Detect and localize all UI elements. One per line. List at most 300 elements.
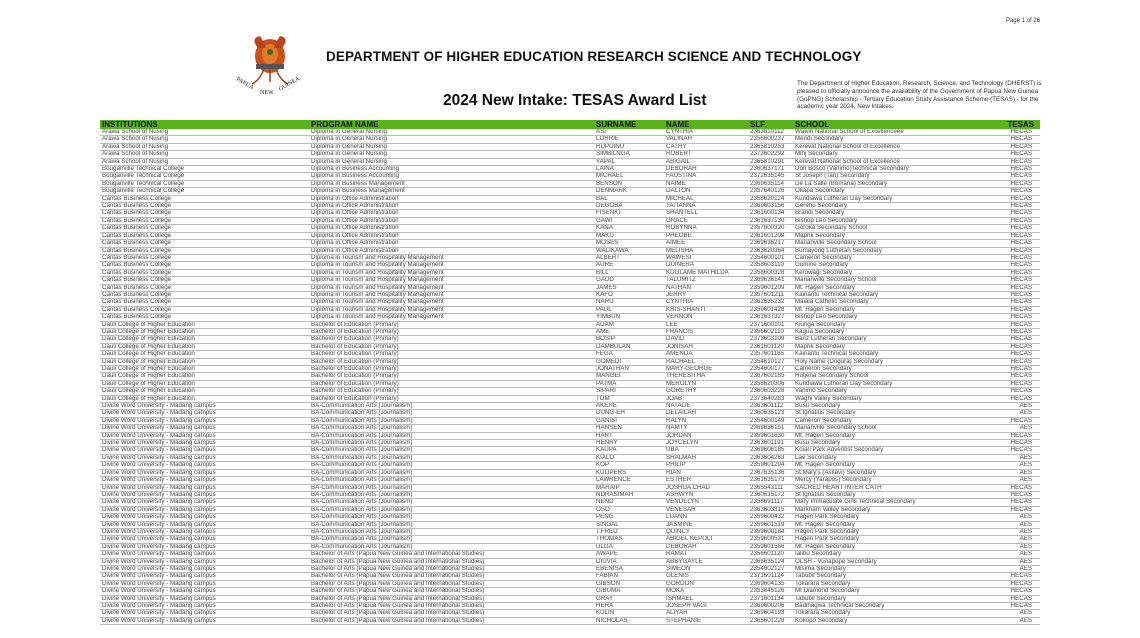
name-cell: DEBORAH [664, 166, 748, 173]
school-cell: Minj Secondary [793, 151, 980, 158]
institution-cell: Divine Word University - Madang campus [100, 543, 309, 550]
school-cell: Gerehu Secondary [793, 203, 980, 210]
program-cell: Diploma in Tourism and Hospitality Management [309, 277, 594, 284]
name-cell: DUINERA [664, 262, 748, 269]
tesas-cell: HECAS [980, 143, 1040, 150]
slf-cell: 2369604193 [748, 610, 793, 617]
table-row [100, 425, 1040, 432]
name-cell: QUINCY [664, 528, 748, 535]
school-cell: St.Mary's (Asitavi) Secondary [793, 469, 980, 476]
svg-text:NEW: NEW [260, 90, 274, 96]
program-cell: Bachelor of Education (Primary) [309, 380, 594, 387]
program-cell: Bachelor of Arts (Papua New Guinea and International Studies) [309, 610, 594, 617]
tesas-cell: HECAS [980, 269, 1040, 276]
program-cell: Diploma in Office Administration [309, 203, 594, 210]
slf-cell: 2373640283 [748, 395, 793, 402]
school-cell: Holy Name (Dogura) Secondary [793, 358, 980, 365]
program-cell: Diploma in General Nursing [309, 136, 594, 143]
surname-cell: PATMA [594, 380, 664, 387]
surname-cell: TOM [594, 395, 664, 402]
institution-cell: Dauli College of Higher Education [100, 373, 309, 380]
institution-cell: Divine Word University - Madang campus [100, 499, 309, 506]
name-cell: STEPHANIE [664, 617, 748, 624]
surname-cell: DIUVIA [594, 558, 664, 565]
slf-cell: 2354602127 [748, 565, 793, 572]
institution-cell: Caritas Business College [100, 306, 309, 313]
slf-cell: 2354600101 [748, 254, 793, 261]
tesas-cell: HECAS [980, 447, 1040, 454]
slf-cell: 2359601519 [748, 521, 793, 528]
table-row [100, 440, 1040, 447]
table-row [100, 373, 1040, 380]
name-cell: JASMINE [664, 521, 748, 528]
table-row [100, 321, 1040, 328]
tesas-cell: HECAS [980, 203, 1040, 210]
surname-cell: FABIAN [594, 573, 664, 580]
surname-cell: BOSIP [594, 336, 664, 343]
institution-cell: Dauli College of Higher Education [100, 328, 309, 335]
col-header-school: SCHOOL [793, 120, 980, 129]
table-row [100, 284, 1040, 291]
slf-cell: 2361601209 [748, 232, 793, 239]
program-cell: BA-Communication Arts (Journalism) [309, 521, 594, 528]
institution-cell: Divine Word University - Madang campus [100, 610, 309, 617]
name-cell: ESTHER [664, 477, 748, 484]
tesas-cell: HECAS [980, 210, 1040, 217]
surname-cell: DEGOBA [594, 203, 664, 210]
slf-cell: 2365810291 [748, 158, 793, 165]
institution-cell: Divine Word University - Madang campus [100, 462, 309, 469]
slf-cell: 2369635114 [748, 180, 793, 187]
school-cell: Mercy (Yarapos) Secondary [793, 477, 980, 484]
institution-cell: Dauli College of Higher Education [100, 351, 309, 358]
school-cell: Tokarara Secondary [793, 580, 980, 587]
school-cell: Mt. Hagen Secondary [793, 521, 980, 528]
surname-cell: KAFO [594, 291, 664, 298]
name-cell: ABBYGAYLE [664, 558, 748, 565]
table-row [100, 484, 1040, 491]
school-cell: Mt. Hagen Secondary [793, 432, 980, 439]
table-row [100, 558, 1040, 565]
surname-cell: WALIKAWA [594, 247, 664, 254]
slf-cell: 2359600432 [748, 514, 793, 521]
name-cell: AMENDA [664, 351, 748, 358]
name-cell: MARY-GEORGE [664, 366, 748, 373]
surname-cell: MARAIP [594, 484, 664, 491]
slf-cell: 2369600206 [748, 603, 793, 610]
surname-cell: SINGAL [594, 521, 664, 528]
slf-cell: 2356601120 [748, 551, 793, 558]
slf-cell: 2359601428 [748, 306, 793, 313]
table-row [100, 499, 1040, 506]
name-cell: KRIS-SHANTI [664, 306, 748, 313]
school-cell: Hutjena Secondary School [793, 373, 980, 380]
institution-cell: Arawa School of Nusing [100, 129, 309, 136]
school-cell: Hagen Park Secondary [793, 536, 980, 543]
surname-cell: YIMBUN [594, 314, 664, 321]
surname-cell: KAUPA [594, 447, 664, 454]
program-cell: Diploma in Office Administration [309, 217, 594, 224]
table-row [100, 306, 1040, 313]
slf-cell: 2365810253 [748, 143, 793, 150]
program-cell: BA-Communication Arts (Journalism) [309, 469, 594, 476]
program-cell: Bachelor of Education (Primary) [309, 358, 594, 365]
table-row [100, 417, 1040, 424]
tesas-cell: HECAS [980, 336, 1040, 343]
slf-cell: 2371600101 [748, 321, 793, 328]
school-cell: St Joseph (Tari) Secondary [793, 173, 980, 180]
slf-cell: 2363604263 [748, 454, 793, 461]
tesas-cell: HECAS [980, 284, 1040, 291]
slf-cell: 2358620306 [748, 380, 793, 387]
name-cell: CYNTHIA [664, 299, 748, 306]
institution-cell: Divine Word University - Madang campus [100, 617, 309, 624]
table-row [100, 195, 1040, 202]
school-cell: De La Salle (Bomana) Secondary [793, 180, 980, 187]
slf-cell: 2359601630 [748, 432, 793, 439]
institution-cell: Divine Word University - Madang campus [100, 514, 309, 521]
slf-cell: 2369604135 [748, 580, 793, 587]
name-cell: VALINAH [664, 136, 748, 143]
name-cell: THERESITHA [664, 373, 748, 380]
table-row [100, 254, 1040, 261]
table-row [100, 551, 1040, 558]
program-cell: Bachelor of Education (Primary) [309, 328, 594, 335]
col-header-institutions: INSTITUTIONS [100, 120, 309, 129]
table-row [100, 588, 1040, 595]
tesas-cell: HECAS [980, 373, 1040, 380]
slf-cell: 2365635124 [748, 558, 793, 565]
table-row [100, 565, 1040, 572]
institution-cell: Arawa School of Nusing [100, 158, 309, 165]
table-row [100, 603, 1040, 610]
institution-cell: Caritas Business College [100, 291, 309, 298]
school-cell: Kerevat National School of Excellence [793, 158, 980, 165]
surname-cell: PENG [594, 514, 664, 521]
slf-cell: 2357601165 [748, 351, 793, 358]
program-cell: BA-Communication Arts (Journalism) [309, 499, 594, 506]
table-row [100, 247, 1040, 254]
school-cell: Tabubil Secondary [793, 573, 980, 580]
surname-cell: YAPAL [594, 158, 664, 165]
program-cell: Diploma in Tourism and Hospitality Management [309, 254, 594, 261]
name-cell: PHEOBE [664, 232, 748, 239]
name-cell: LEE [664, 321, 748, 328]
tesas-cell: AES [980, 410, 1040, 417]
name-cell: SHANTELL [664, 210, 748, 217]
school-cell: Kundiawa Lutheran Day Secondary [793, 380, 980, 387]
program-cell: Bachelor of Education (Primary) [309, 321, 594, 328]
surname-cell: NARU [594, 299, 664, 306]
program-cell: BA-Communication Arts (Journalism) [309, 440, 594, 447]
school-cell: Bishop Leo Secondary [793, 217, 980, 224]
school-cell: Malala Catholic Secondary [793, 299, 980, 306]
institution-cell: Divine Word University - Madang campus [100, 558, 309, 565]
surname-cell: KULIN [594, 610, 664, 617]
surname-cell: JONATHAN [594, 366, 664, 373]
institution-cell: Caritas Business College [100, 299, 309, 306]
name-cell: ABIGAIL [664, 158, 748, 165]
institution-cell: Dauli College of Higher Education [100, 366, 309, 373]
school-cell: SACRED HEART INTER CATH [793, 484, 980, 491]
table-row [100, 447, 1040, 454]
program-cell: BA-Communication Arts (Journalism) [309, 425, 594, 432]
program-cell: Diploma in General Nursing [309, 151, 594, 158]
school-cell: Marianville Secondary School [793, 240, 980, 247]
slf-cell: 2353645126 [748, 588, 793, 595]
institution-cell: Divine Word University - Madang campus [100, 447, 309, 454]
program-cell: BA-Communication Arts (Journalism) [309, 491, 594, 498]
table-row [100, 432, 1040, 439]
table-row [100, 143, 1040, 150]
table-row [100, 477, 1040, 484]
institution-cell: Divine Word University - Madang campus [100, 573, 309, 580]
table-row [100, 462, 1040, 469]
program-cell: Diploma in General Nursing [309, 143, 594, 150]
program-cell: Diploma in General Nursing [309, 158, 594, 165]
tesas-cell: HECAS [980, 491, 1040, 498]
table-row [100, 536, 1040, 543]
tesas-cell: HECAS [980, 432, 1040, 439]
table-row [100, 203, 1040, 210]
school-cell: Maprik Secondary [793, 343, 980, 350]
institution-cell: Bouganville Technical College [100, 173, 309, 180]
tesas-cell: HECAS [980, 158, 1040, 165]
surname-cell: GIBUMA [594, 588, 664, 595]
school-cell: Waghi Valley Secondary [793, 395, 980, 402]
department-title: DEPARTMENT OF HIGHER EDUCATION RESEARCH SCIENCE AND TECHNOLOGY [326, 49, 862, 64]
table-row [100, 173, 1040, 180]
slf-cell: 2363810112 [748, 129, 793, 136]
name-cell: TALUMITZ [664, 277, 748, 284]
tesas-cell: HECAS [980, 484, 1040, 491]
intro-paragraph: The Department of Higher Education, Research, Science, and Technology (DHERST) is pleased to officially announce the availability of the Government of Papua New Guinea (GoPNG) Scholarship - Tertiary Education Study Assistance Scheme (TESAS) - for the academic year 2024, New Intakes. [797, 80, 1042, 111]
surname-cell: AURE [594, 262, 664, 269]
school-cell: Ialibu Secondary [793, 551, 980, 558]
school-cell: Kainantu Technical Secondary [793, 291, 980, 298]
program-cell: Bachelor of Education (Primary) [309, 351, 594, 358]
institution-cell: Divine Word University - Madang campus [100, 551, 309, 558]
slf-cell: 2367635136 [748, 469, 793, 476]
name-cell: RAMAT [664, 551, 748, 558]
surname-cell: AKERE [594, 403, 664, 410]
table-row [100, 491, 1040, 498]
name-cell: NATALIE [664, 403, 748, 410]
tesas-cell: AES [980, 528, 1040, 535]
tesas-cell: HECAS [980, 129, 1040, 136]
school-cell: Hagen Park Secondary [793, 514, 980, 521]
surname-cell: SIPARI [594, 388, 664, 395]
tesas-cell: HECAS [980, 395, 1040, 402]
table-row [100, 158, 1040, 165]
institution-cell: Caritas Business College [100, 203, 309, 210]
institution-cell: Caritas Business College [100, 232, 309, 239]
name-cell: ROBYNNA [664, 225, 748, 232]
program-cell: BA-Communication Arts (Journalism) [309, 528, 594, 535]
school-cell: Vanimo Secondary [793, 388, 980, 395]
surname-cell: GADD [594, 277, 664, 284]
institution-cell: Caritas Business College [100, 277, 309, 284]
slf-cell: 2356602110 [748, 328, 793, 335]
surname-cell: LAINA [594, 166, 664, 173]
program-cell: Bachelor of Arts (Papua New Guinea and International Studies) [309, 595, 594, 602]
col-header-program-name: PROGRAM NAME [309, 120, 594, 129]
institution-cell: Divine Word University - Madang campus [100, 477, 309, 484]
program-cell: Bachelor of Arts (Papua New Guinea and International Studies) [309, 558, 594, 565]
surname-cell: GAWI [594, 217, 664, 224]
program-cell: BA-Communication Arts (Journalism) [309, 447, 594, 454]
name-cell: SIMEON [664, 565, 748, 572]
tesas-cell: HECAS [980, 217, 1040, 224]
program-cell: BA-Communication Arts (Journalism) [309, 454, 594, 461]
tesas-cell: HECAS [980, 151, 1040, 158]
slf-cell: 2363601112 [748, 403, 793, 410]
institution-cell: Divine Word University - Madang campus [100, 410, 309, 417]
surname-cell: HANSEN [594, 425, 664, 432]
institution-cell: Divine Word University - Madang campus [100, 580, 309, 587]
surname-cell: NEND [594, 499, 664, 506]
program-cell: BA-Communication Arts (Journalism) [309, 417, 594, 424]
institution-cell: Divine Word University - Madang campus [100, 469, 309, 476]
program-cell: BA-Communication Arts (Journalism) [309, 462, 594, 469]
table-row [100, 343, 1040, 350]
slf-cell: 2363603315 [748, 506, 793, 513]
school-cell: Misima Secondary [793, 565, 980, 572]
tesas-cell: HECAS [980, 380, 1040, 387]
school-cell: Mt. Hagen Secondary [793, 543, 980, 550]
school-cell: Mt. Hagen Secondary [793, 462, 980, 469]
school-cell: Kokopo Secondary [793, 617, 980, 624]
name-cell: NATHAN [664, 284, 748, 291]
table-row [100, 336, 1040, 343]
school-cell: Kagua Secondary [793, 328, 980, 335]
tesas-cell: AES [980, 565, 1040, 572]
program-cell: BA-Communication Arts (Journalism) [309, 514, 594, 521]
surname-cell: MANGEI [594, 373, 664, 380]
school-cell: Wawin National School of Excellenceee [793, 129, 980, 136]
table-row [100, 262, 1040, 269]
tesas-cell: AES [980, 454, 1040, 461]
institution-cell: Divine Word University - Madang campus [100, 506, 309, 513]
school-cell: Hagen Park Secondary [793, 528, 980, 535]
institution-cell: Divine Word University - Madang campus [100, 595, 309, 602]
slf-cell: 2369606185 [748, 447, 793, 454]
institution-cell: Dauli College of Higher Education [100, 321, 309, 328]
program-cell: Bachelor of Arts (Papua New Guinea and International Studies) [309, 588, 594, 595]
name-cell: JOYCELYN [664, 440, 748, 447]
institution-cell: Bouganville Technical College [100, 166, 309, 173]
institution-cell: Caritas Business College [100, 210, 309, 217]
table-row [100, 328, 1040, 335]
surname-cell: HENRY [594, 440, 664, 447]
name-cell: ASHWYN [664, 491, 748, 498]
table-row [100, 595, 1040, 602]
program-cell: Diploma in Tourism and Hospitality Management [309, 291, 594, 298]
png-emblem-logo [230, 34, 310, 96]
table-row [100, 299, 1040, 306]
table-row [100, 225, 1040, 232]
name-cell: MELISHA [664, 247, 748, 254]
school-cell: Cameron Secondary [793, 254, 980, 261]
institution-cell: Dauli College of Higher Education [100, 380, 309, 387]
name-cell: SHALMAH [664, 454, 748, 461]
tesas-cell: HECAS [980, 499, 1040, 506]
name-cell: TATIANNA [664, 203, 748, 210]
slf-cell: 2362635232 [748, 299, 793, 306]
program-cell: Diploma in Office Administration [309, 210, 594, 217]
name-cell: VENDELYN [664, 499, 748, 506]
institution-cell: Divine Word University - Madang campus [100, 425, 309, 432]
table-row [100, 180, 1040, 187]
table-row [100, 217, 1040, 224]
svg-text:GUINEA: GUINEA [278, 76, 301, 93]
institution-cell: Divine Word University - Madang campus [100, 536, 309, 543]
tesas-cell: HECAS [980, 225, 1040, 232]
table-row [100, 617, 1040, 624]
program-cell: Bachelor of Education (Primary) [309, 366, 594, 373]
school-cell: Marianville Secondary School [793, 425, 980, 432]
tesas-cell: HECAS [980, 603, 1040, 610]
surname-cell: T.FRED [594, 528, 664, 535]
table-row [100, 291, 1040, 298]
tesas-cell: HECAS [980, 358, 1040, 365]
name-cell: ROBERT [664, 151, 748, 158]
institution-cell: Dauli College of Higher Education [100, 395, 309, 402]
school-cell: Banz Lutheran Secondary [793, 336, 980, 343]
school-cell: Tabubil Secondary [793, 595, 980, 602]
name-cell: FRANCIS [664, 328, 748, 335]
table-row [100, 573, 1040, 580]
name-cell: RALYN [664, 417, 748, 424]
surname-cell: DAMBULAN [594, 343, 664, 350]
slf-cell: 2367602185 [748, 373, 793, 380]
surname-cell: DUNG-EH [594, 410, 664, 417]
name-cell: KUGLAME MATHILDA [664, 269, 748, 276]
institution-cell: Arawa School of Nusing [100, 136, 309, 143]
program-cell: Diploma in Office Administration [309, 225, 594, 232]
tesas-cell: AES [980, 617, 1040, 624]
tesas-cell: HECAS [980, 262, 1040, 269]
table-row [100, 388, 1040, 395]
table-row [100, 188, 1040, 195]
name-cell: ABIGEL KEPOLI [664, 536, 748, 543]
table-row [100, 240, 1040, 247]
name-cell: WAWESI [664, 254, 748, 261]
surname-cell: DENMARK [594, 188, 664, 195]
school-cell: Badihagwa Technical Secondary [793, 603, 980, 610]
tesas-cell: HECAS [980, 232, 1040, 239]
tesas-cell: HECAS [980, 580, 1040, 587]
surname-cell: BILL [594, 269, 664, 276]
name-cell: ISHMAEL [664, 595, 748, 602]
tesas-cell: AES [980, 514, 1040, 521]
table-row [100, 269, 1040, 276]
tesas-cell: HECAS [980, 588, 1040, 595]
school-cell: Kiunga Secondary [793, 321, 980, 328]
slf-cell: 2358600328 [748, 269, 793, 276]
tesas-cell: AES [980, 477, 1040, 484]
surname-cell: AME [594, 328, 664, 335]
institution-cell: Divine Word University - Madang campus [100, 603, 309, 610]
table-row [100, 351, 1040, 358]
table-row [100, 506, 1040, 513]
name-cell: ALIYAH [664, 610, 748, 617]
tesas-cell: HECAS [980, 306, 1040, 313]
tesas-cell: HECAS [980, 299, 1040, 306]
surname-cell: AWAPE [594, 551, 664, 558]
institution-cell: Divine Word University - Madang campus [100, 484, 309, 491]
slf-cell: 2359600184 [748, 528, 793, 535]
